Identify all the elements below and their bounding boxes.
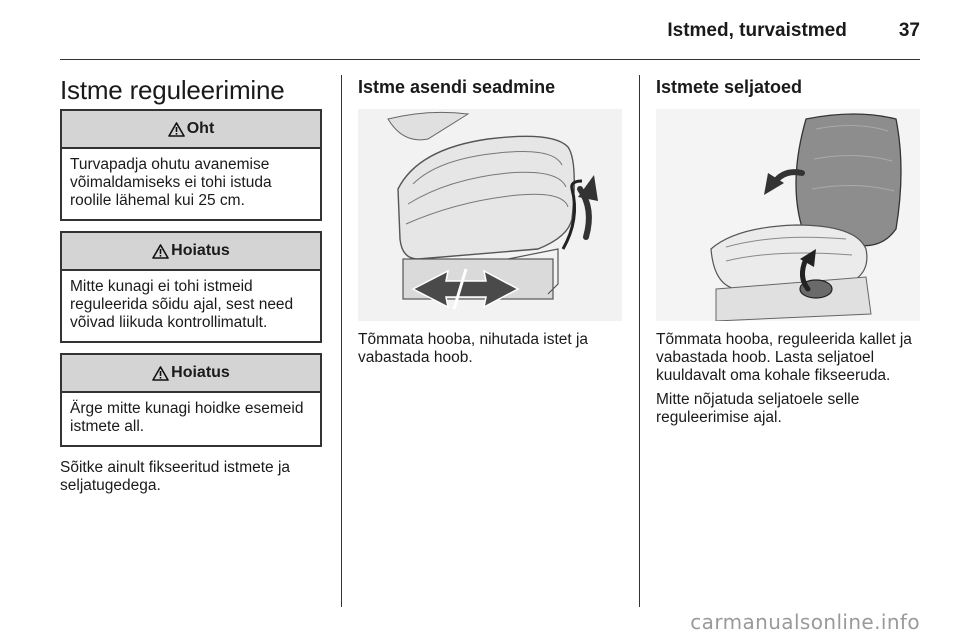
- backrest-illustration: [656, 109, 920, 321]
- column-seat-backrest: [656, 75, 920, 427]
- danger-box: [60, 109, 322, 221]
- body-paragraph: Tõmmata hooba, nihutada istet ja vabastada hoob.: [358, 331, 589, 366]
- warning-triangle-icon: [152, 366, 169, 381]
- column-seat-position: [358, 75, 622, 367]
- warning-box: [60, 231, 322, 343]
- body-paragraph: Mitte nõjatuda seljatoele selle reguleerimise ajal.: [656, 391, 860, 426]
- section-subtitle: Istme asendi seadmine: [358, 77, 556, 97]
- box-heading: Hoiatus: [171, 364, 230, 381]
- watermark: carmanualsonline.info: [690, 610, 920, 634]
- seat-position-illustration: [358, 109, 622, 321]
- box-heading: Oht: [186, 120, 215, 137]
- box-text: Ärge mitte kunagi hoidke esemeid istmete all.: [70, 400, 304, 435]
- column-divider-1: [341, 75, 342, 607]
- warning-box: [60, 353, 322, 447]
- section-title: Istme reguleerimine: [60, 75, 285, 105]
- page-number: 37: [898, 20, 920, 41]
- body-paragraph: Sõitke ainult fikseeritud istmete ja seljatugedega.: [60, 459, 291, 494]
- header-divider: [60, 59, 920, 60]
- body-paragraph: Tõmmata hooba, reguleerida kallet ja vabastada hoob. Lasta seljatoel kuuldavalt oma kohale fikseeruda.: [656, 331, 912, 384]
- page-header: [60, 18, 920, 44]
- chapter-title: Istmed, turvaistmed: [667, 20, 847, 41]
- box-heading: Hoiatus: [171, 242, 230, 259]
- box-text: Mitte kunagi ei tohi istmeid reguleerida sõidu ajal, sest need võivad liikuda kontrollimatult.: [70, 278, 294, 331]
- column-seat-adjustment: [60, 75, 322, 495]
- warning-triangle-icon: [152, 244, 169, 259]
- column-divider-2: [639, 75, 640, 607]
- section-subtitle: Istmete seljatoed: [656, 77, 803, 97]
- box-text: Turvapadja ohutu avanemise võimaldamiseks ei tohi istuda roolile lähemal kui 25 cm.: [70, 156, 272, 209]
- warning-triangle-icon: [168, 122, 185, 137]
